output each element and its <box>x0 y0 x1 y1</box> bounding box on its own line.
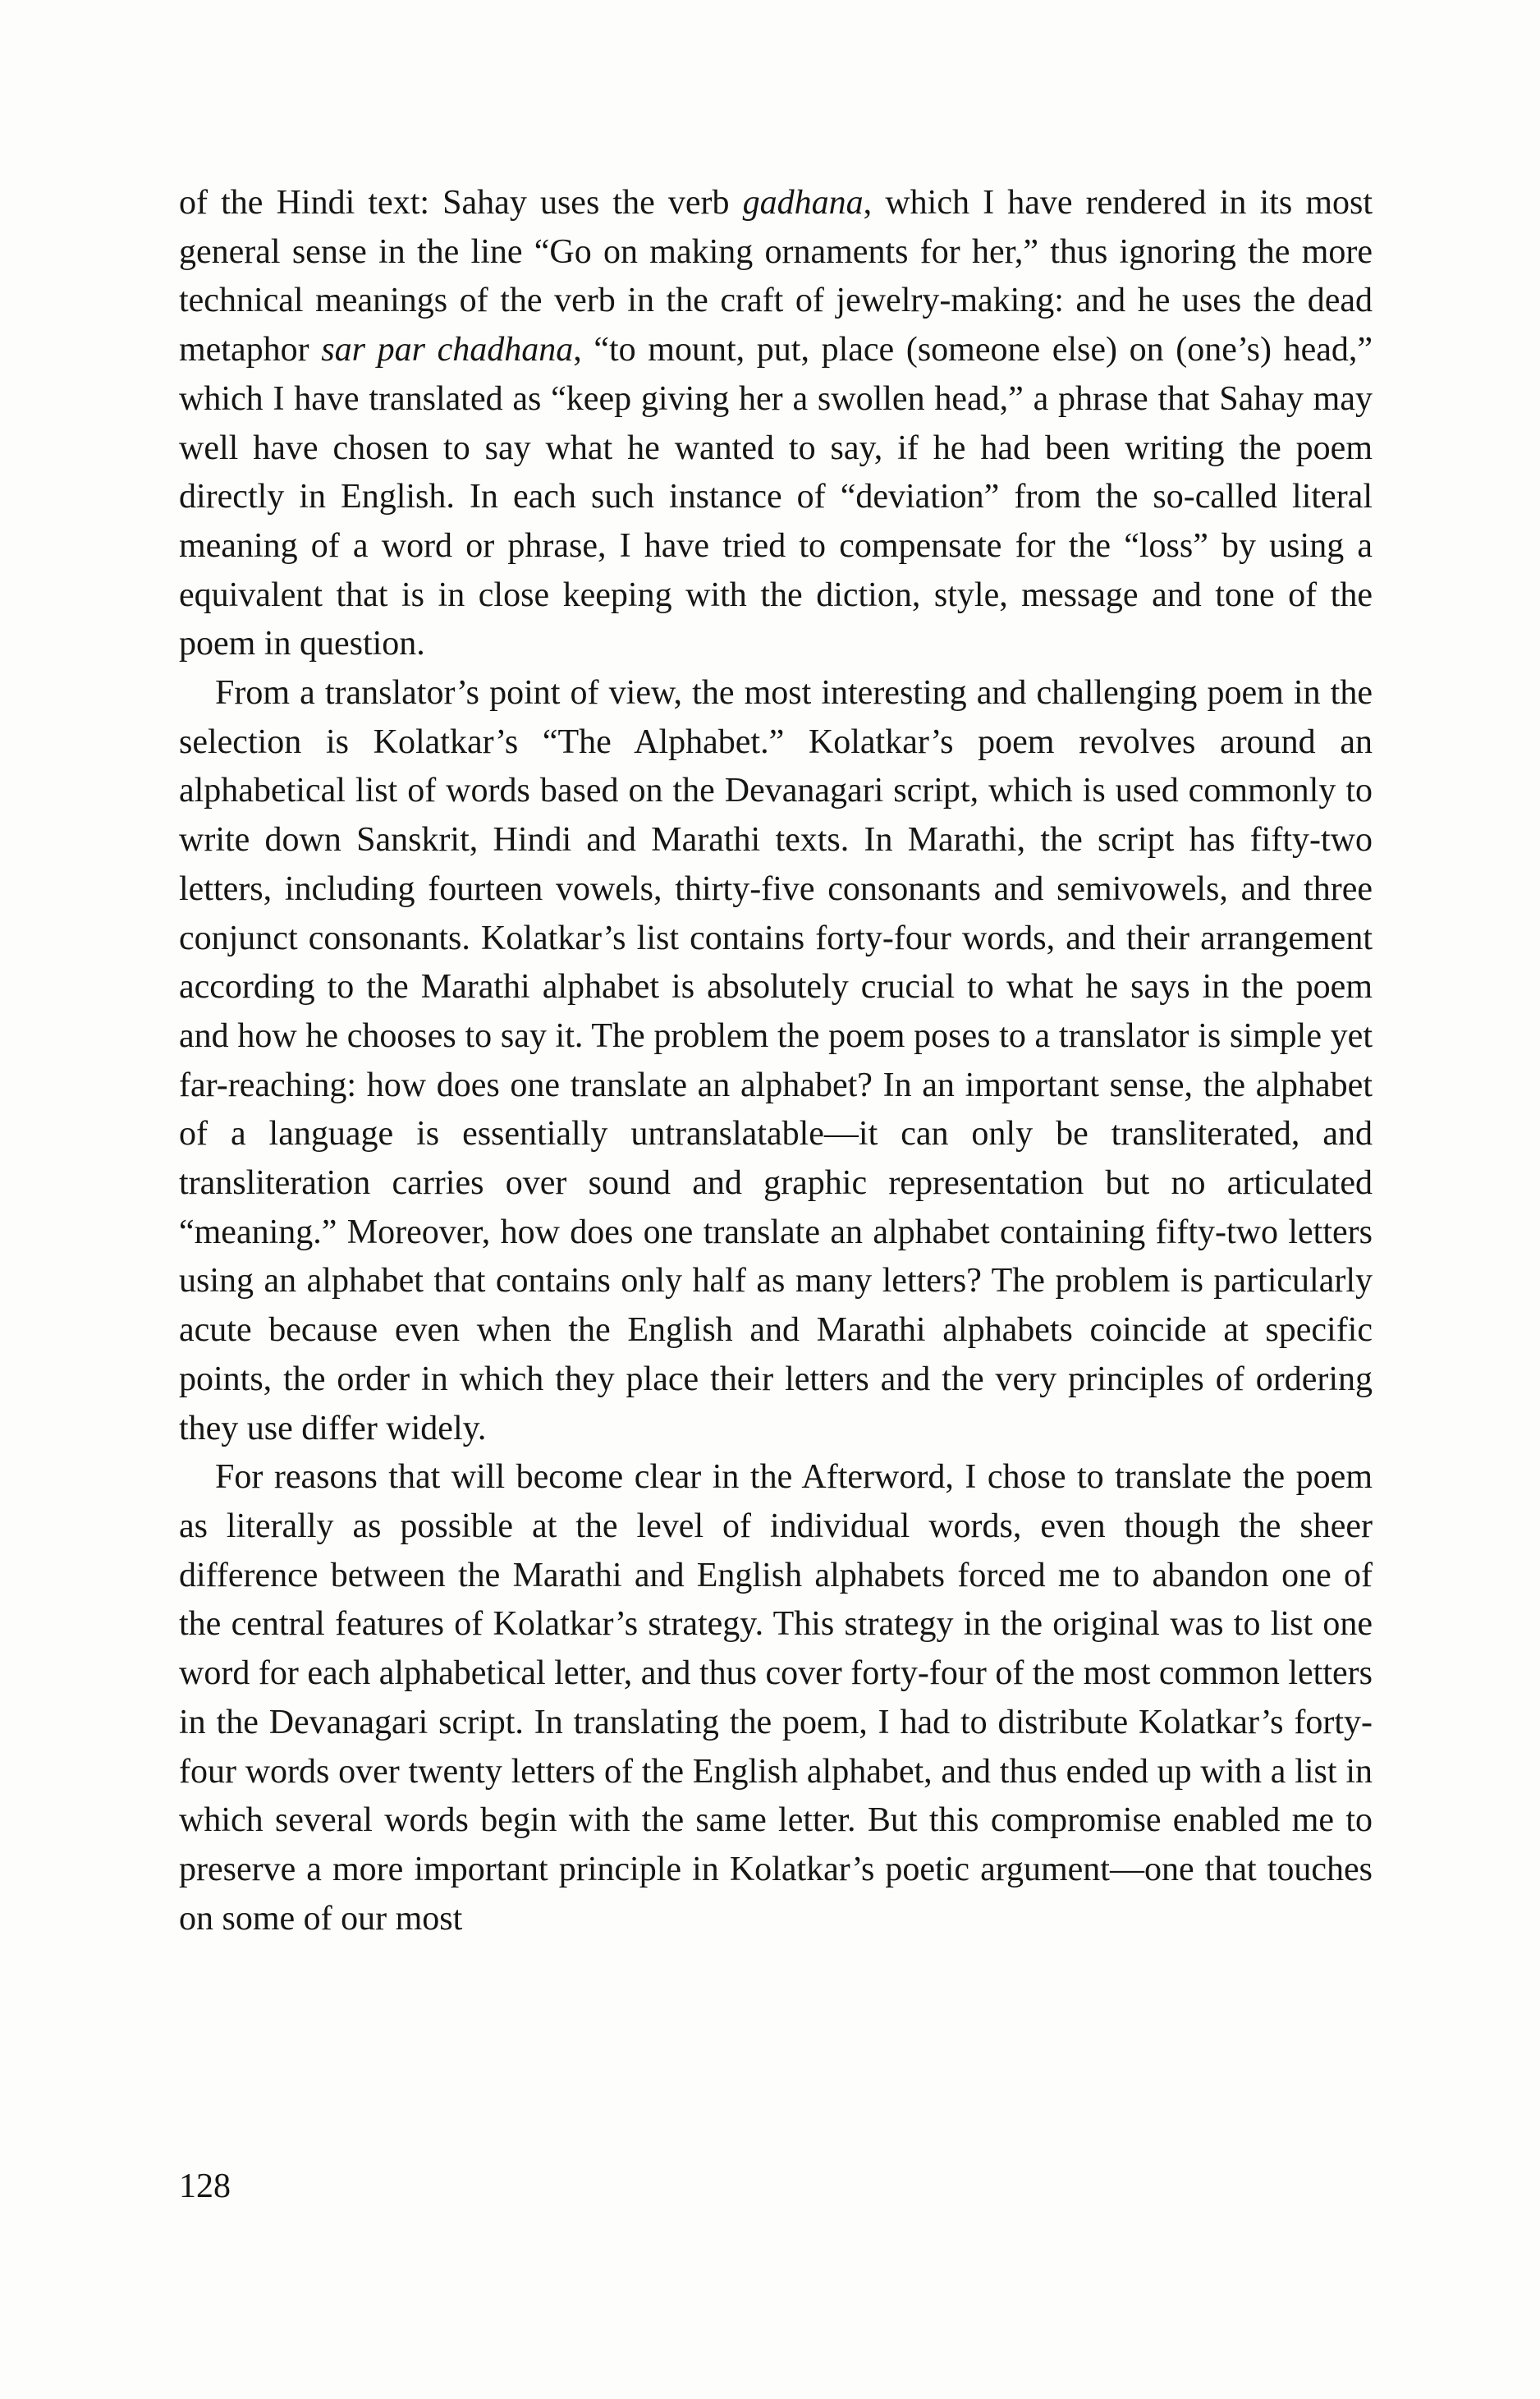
p1-text-2: , which I have rendered in its most general sense in the line “Go on making ornaments for her,” thus ignoring the more technical meanings of the verb in the craft of jewelry-making: and he uses the dead metaphor <box>179 184 1373 369</box>
p2-text: From a translator’s point of view, the most interesting and challenging poem in the selection is Kolatkar’s “The Alphabet.” Kolatkar’s poem revolves around an alphabetical list of words based on the Devanagari script, which is used commonly to write down Sanskrit, Hindi and Marathi texts. In Marathi, the script has fifty-two letters, including fourteen vowels, thirty-five consonants and semivowels, and three conjunct consonants. Kolatkar’s list contains forty-four words, and their arrangement according to the Marathi alphabet is absolutely crucial to what he says in the poem and how he chooses to say it. The problem the poem poses to a translator is simple yet far-reaching: how does one translate an alphabet? In an important sense, the alphabet of a language is essentially untranslatable—it can only be transliterated, and transliteration carries over sound and graphic representation but no articulated “meaning.” Moreover, how does one translate an alphabet containing fifty-two letters using an alphabet that contains only half as many letters? The problem is particularly acute because even when the English and Marathi alphabets coincide at specific points, the order in which they place their letters and the very principles of ordering they use differ widely. <box>179 674 1373 1447</box>
paragraph-1 <box>179 179 1373 669</box>
body-text <box>179 179 1373 1943</box>
p3-text: For reasons that will become clear in the Afterword, I chose to translate the poem as literally as possible at the level of individual words, even though the sheer difference between the Marathi and English alphabets forced me to abandon one of the central features of Kolatkar’s strategy. This strategy in the original was to list one word for each alphabetical letter, and thus cover forty-four of the most common letters in the Devanagari script. In translating the poem, I had to distribute Kolatkar’s forty-four words over twenty letters of the English alphabet, and thus ended up with a list in which several words begin with the same letter. But this compromise enabled me to preserve a more important principle in Kolatkar’s poetic argument—one that touches on some of our most <box>179 1458 1373 1938</box>
p1-text-1: of the Hindi text: Sahay uses the verb <box>179 184 743 222</box>
p1-italic-sar-par-chadhana: sar par chadhana <box>321 331 574 369</box>
paragraph-3 <box>179 1453 1373 1943</box>
page-number: 128 <box>179 2167 231 2205</box>
p1-italic-gadhana: gadhana <box>742 184 864 222</box>
p1-text-3: , “to mount, put, place (someone else) on (one’s) head,” which I have translated as “keep giving her a swollen head,” a phrase that Sahay may well have chosen to say what he wanted to say, if he had been writing the poem directly in English. In each such instance of “deviation” from the so-called literal meaning of a word or phrase, I have tried to compensate for the “loss” by using a equivalent that is in close keeping with the diction, style, message and tone of the poem in question. <box>179 331 1373 663</box>
paragraph-2 <box>179 669 1373 1453</box>
